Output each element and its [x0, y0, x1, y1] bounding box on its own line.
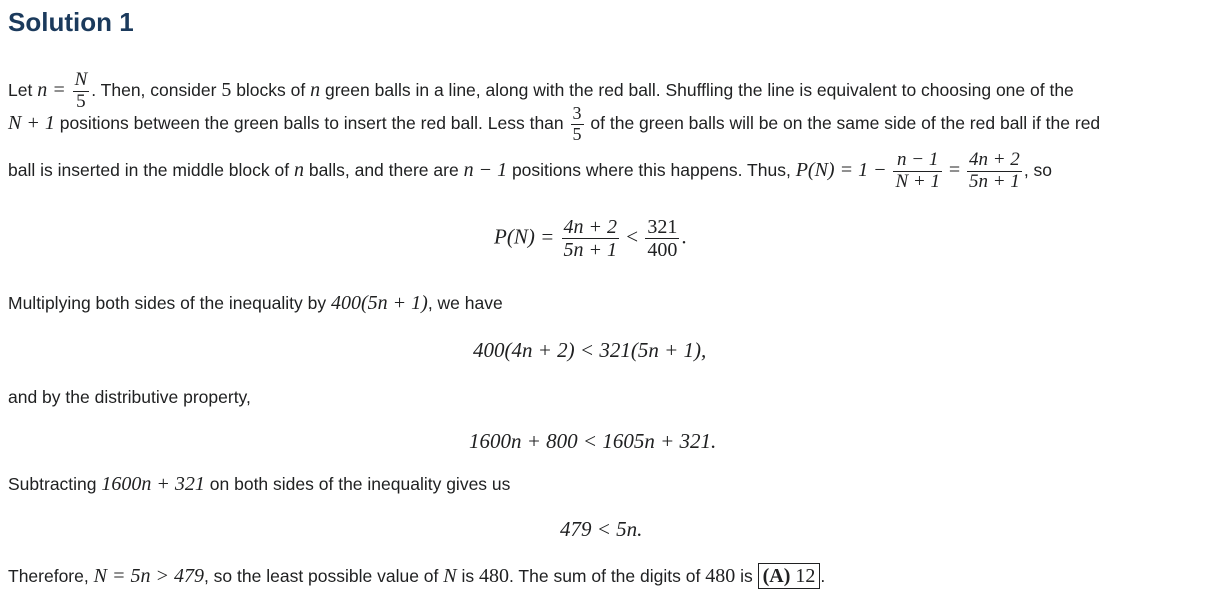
fraction-321-over-400: [645, 216, 679, 261]
display-equation-3: 1600n + 800 < 1605n + 321.: [469, 429, 717, 453]
fraction-three-fifths: [571, 104, 584, 145]
math-equals: =: [948, 159, 961, 182]
text: on both sides of the inequality gives us: [209, 474, 511, 494]
text: positions between the green balls to insert the red ball. Less than: [59, 112, 564, 133]
math-480: 480: [479, 565, 510, 587]
fraction-4n-plus-2-over-5n-plus-1: [967, 150, 1022, 193]
paragraph-line-3: [8, 150, 1052, 193]
text: balls, and there are: [308, 160, 459, 181]
math-n-equals: n =: [37, 79, 66, 102]
text: , so the least possible value of: [203, 566, 439, 586]
text: positions where this happens. Thus,: [511, 160, 791, 181]
math-less-than: <: [626, 224, 639, 249]
paragraph-line-7: [8, 563, 825, 589]
fraction-denominator: 400: [647, 239, 678, 261]
answer-value: 12: [795, 565, 816, 587]
fraction-numerator: n − 1: [893, 150, 942, 172]
fraction-denominator: 5n + 1: [968, 170, 1020, 192]
math-n-minus-1: n − 1: [463, 159, 508, 182]
text: ball is inserted in the middle block of: [8, 160, 290, 181]
math-n: n: [294, 159, 304, 182]
math-1600n-plus-321: 1600n + 321: [101, 473, 205, 495]
math-five: 5: [221, 79, 232, 102]
text: green balls in a line, along with the red ball. Shuffling the line is equivalent to choosing one of the: [325, 80, 1074, 101]
display-equation-4: 479 < 5n.: [560, 517, 643, 541]
paragraph-line-2: [8, 104, 1100, 145]
boxed-answer: [758, 563, 821, 589]
math-pn-expression: P(N) = 1 −: [795, 159, 887, 182]
fraction-numerator: 321: [647, 216, 678, 238]
text: Therefore,: [8, 566, 89, 586]
text: blocks of: [236, 80, 306, 101]
fraction-numerator: 4n + 2: [563, 216, 617, 238]
display-equation-1: [494, 216, 687, 261]
fraction-denominator: 5: [76, 90, 86, 112]
fraction-denominator: 5: [572, 123, 582, 144]
math-period: .: [681, 224, 687, 249]
math-n-plus-1: N + 1: [8, 111, 55, 134]
math-n: n: [310, 79, 321, 102]
math-capital-n: N: [443, 565, 457, 587]
math-pn-equals: P(N) =: [494, 224, 555, 249]
math-400-5n-plus-1: 400(5n + 1): [330, 292, 428, 314]
math-480: 480: [705, 565, 736, 587]
fraction-denominator: 5n + 1: [563, 239, 617, 261]
solution-heading: Solution 1: [8, 7, 134, 37]
fraction-numerator: 3: [572, 103, 582, 123]
text: , we have: [427, 293, 503, 313]
text: Subtracting: [8, 474, 97, 494]
text: Let: [8, 80, 33, 101]
fraction-n-minus-1-over-n-plus-1: [893, 150, 942, 193]
paragraph-line-5: and by the distributive property,: [8, 387, 251, 407]
text: . The sum of the digits of: [509, 566, 701, 586]
text: , so: [1023, 160, 1053, 181]
fraction-denominator: N + 1: [895, 170, 940, 192]
fraction-numerator: 4n + 2: [968, 149, 1020, 170]
display-equation-2: 400(4n + 2) < 321(5n + 1),: [473, 338, 707, 362]
answer-letter: (A): [762, 565, 791, 587]
math-n-equals-5n: N = 5n > 479: [93, 565, 204, 587]
text: .: [820, 566, 826, 586]
fraction-4n-plus-2-over-5n-plus-1: [562, 216, 620, 261]
text: is: [740, 566, 753, 586]
paragraph-line-4: [8, 292, 503, 314]
text: Multiplying both sides of the inequality by: [8, 293, 327, 313]
fraction-numerator: N: [74, 69, 88, 90]
text: is: [461, 566, 475, 586]
paragraph-line-6: [8, 473, 510, 495]
text: of the green balls will be on the same side of the red ball if the red: [590, 112, 1101, 133]
text: . Then, consider: [91, 80, 217, 101]
